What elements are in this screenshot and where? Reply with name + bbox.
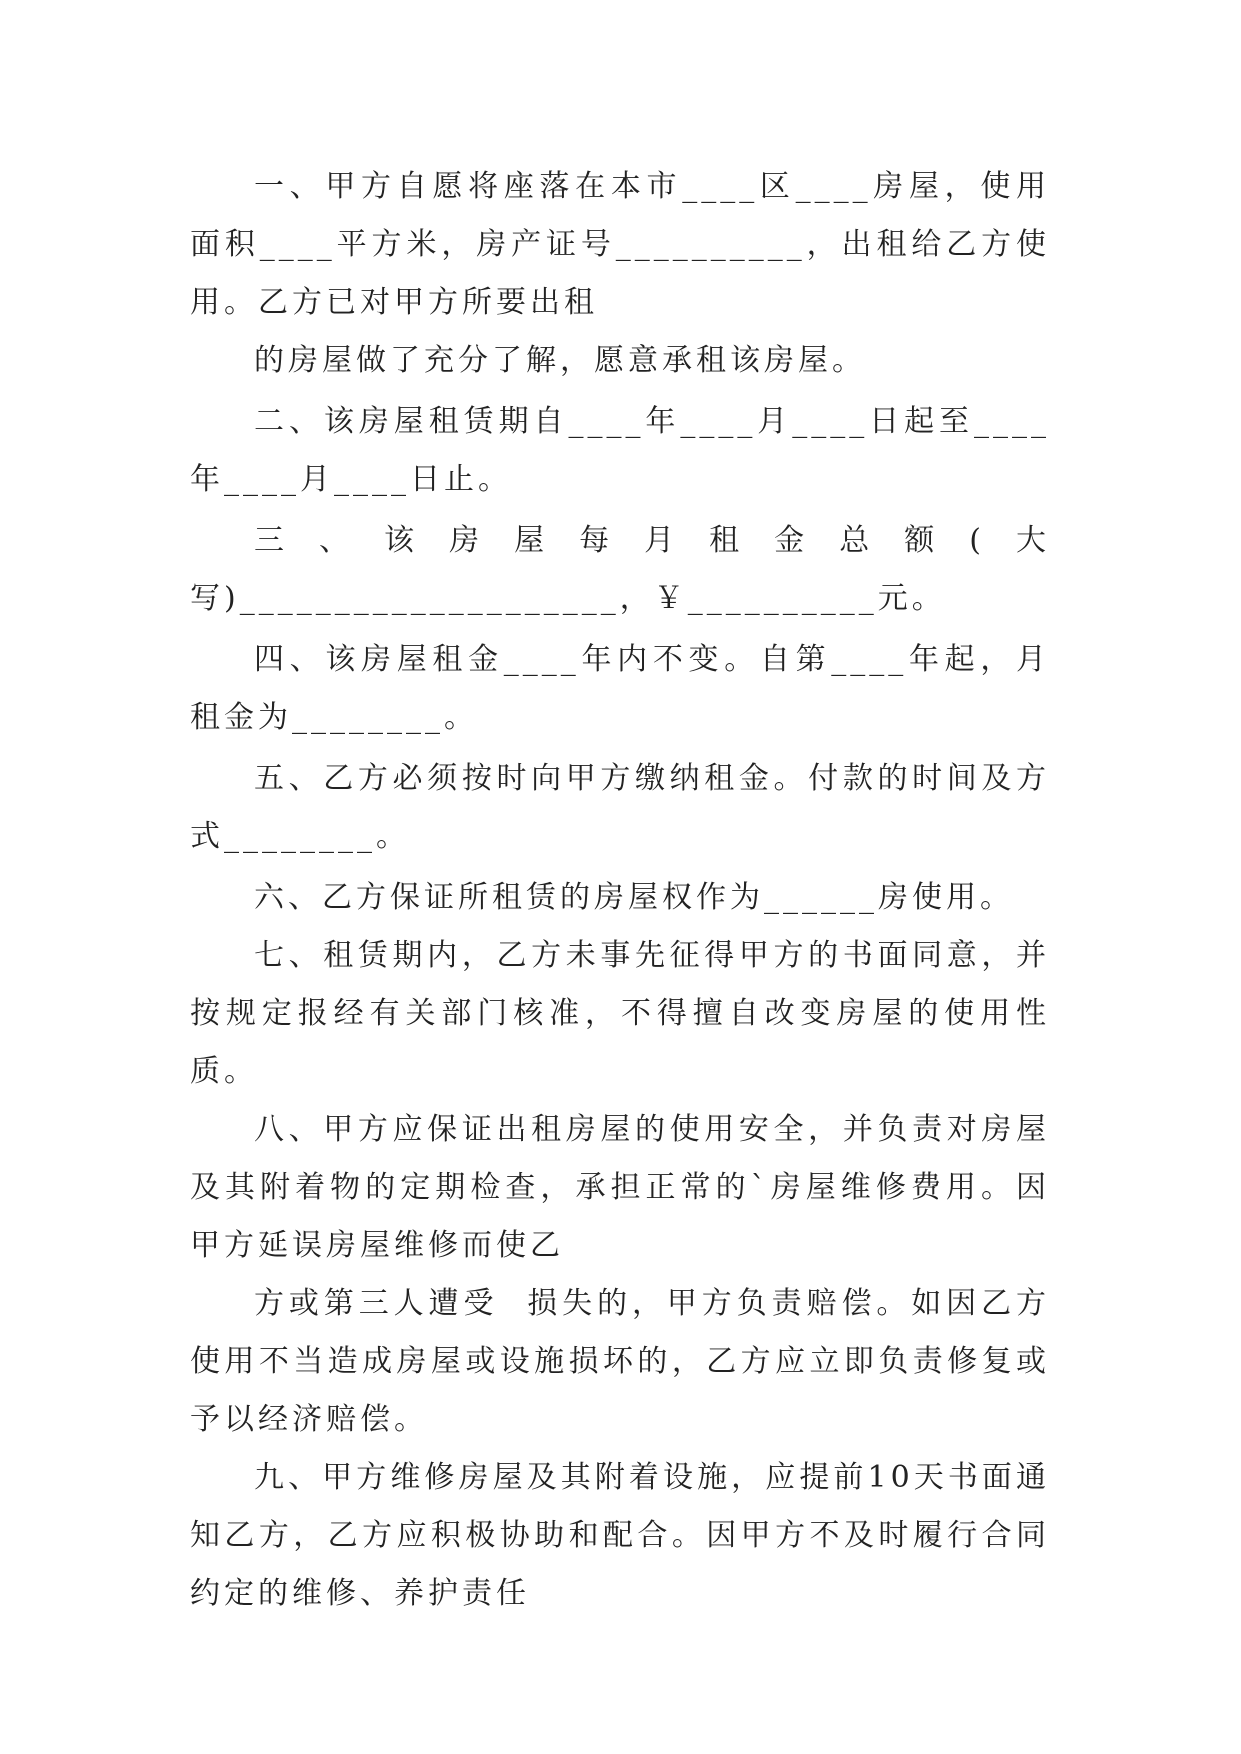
clause-5-paragraph: 五、乙方必须按时向甲方缴纳租金。付款的时间及方式________。: [190, 761, 1050, 854]
clause-1-paragraph: 一、甲方自愿将座落在本市____区____房屋，使用面积____平方米，房产证号__________，出租给乙方使用。乙方已对甲方所要出租: [190, 169, 1050, 320]
clause-1-continuation: 的房屋做了充分了解，愿意承租该房屋。: [254, 343, 866, 378]
clause-3-paragraph: 三、该房屋每月租金总额(大写)____________________，￥__________元。: [190, 523, 1050, 616]
clause-7-paragraph: 七、租赁期内，乙方未事先征得甲方的书面同意，并按规定报经有关部门核准，不得擅自改变房屋的使用性质。: [190, 938, 1050, 1089]
contract-body: [190, 158, 1050, 1623]
clause-9-paragraph: 九、甲方维修房屋及其附着设施，应提前10天书面通知乙方，乙方应积极协助和配合。因甲方不及时履行合同约定的维修、养护责任: [190, 1460, 1050, 1611]
clause-8-continuation: 方或第三人遭受 损失的，甲方负责赔偿。如因乙方使用不当造成房屋或设施损坏的，乙方应立即负责修复或予以经济赔偿。: [190, 1286, 1050, 1437]
clause-2-paragraph: 二、该房屋租赁期自____年____月____日起至____年____月____日止。: [190, 404, 1050, 497]
clause-8-paragraph: 八、甲方应保证出租房屋的使用安全，并负责对房屋及其附着物的定期检查，承担正常的`房屋维修费用。因甲方延误房屋维修而使乙: [190, 1112, 1050, 1263]
clause-4-paragraph: 四、该房屋租金____年内不变。自第____年起，月租金为________。: [190, 642, 1050, 735]
clause-6-paragraph: 六、乙方保证所租赁的房屋权作为______房使用。: [254, 880, 1014, 915]
